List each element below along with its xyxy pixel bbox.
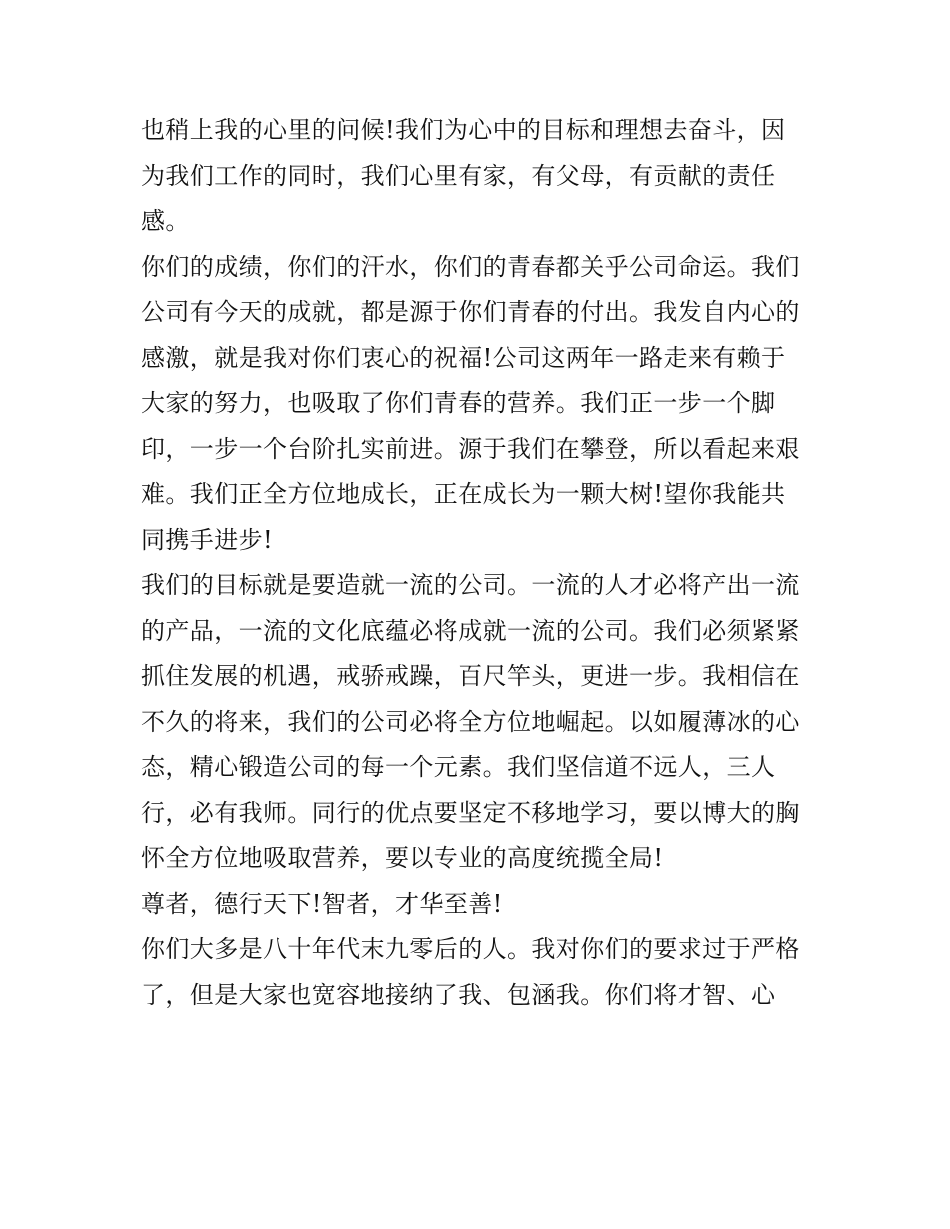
text-line: 你们的成绩，你们的汗水，你们的青春都关乎公司命运。我们: [141, 252, 800, 281]
text-line: 也稍上我的心里的问候!我们为心中的目标和理想去奋斗，因: [141, 116, 786, 144]
document-body: [141, 108, 813, 1018]
text-line: 尊者，德行天下!智者，才华至善!: [141, 889, 503, 918]
text-line: 行，必有我师。同行的优点要坚定不移地学习，要以博大的胸: [141, 798, 800, 827]
text-line: 态，精心锻造公司的每一个元素。我们坚信道不远人，三人: [141, 753, 776, 781]
text-line: 怀全方位地吸取营养，要以专业的高度统揽全局!: [141, 844, 664, 872]
text-line: 印，一步一个台阶扎实前进。源于我们在攀登，所以看起来艰: [141, 434, 800, 463]
text-line: 大家的努力，也吸取了你们青春的营养。我们正一步一个脚: [141, 389, 776, 417]
text-line: 为我们工作的同时，我们心里有家，有父母，有贡献的责任: [141, 161, 776, 190]
text-line: 难。我们正全方位地成长，正在成长为一颗大树!望你我能共: [141, 480, 786, 508]
text-line: 公司有今天的成就，都是源于你们青春的付出。我发自内心的: [141, 298, 800, 326]
text-line: 我们的目标就是要造就一流的公司。一流的人才必将产出一流: [141, 571, 800, 599]
text-line: 不久的将来，我们的公司必将全方位地崛起。以如履薄冰的心: [141, 707, 800, 736]
text-line: 感激，就是我对你们衷心的祝福!公司这两年一路走来有赖于: [141, 343, 786, 372]
text-line: 你们大多是八十年代末九零后的人。我对你们的要求过于严格: [141, 935, 800, 963]
text-line: 同携手进步!: [141, 525, 274, 554]
text-line: 感。: [141, 207, 190, 235]
text-line: 抓住发展的机遇，戒骄戒躁，百尺竿头，更进一步。我相信在: [141, 662, 800, 690]
text-line: 的产品，一流的文化底蕴必将成就一流的公司。我们必须紧紧: [141, 616, 800, 645]
text-line: 了，但是大家也宽容地接纳了我、包涵我。你们将才智、心: [141, 980, 776, 1009]
